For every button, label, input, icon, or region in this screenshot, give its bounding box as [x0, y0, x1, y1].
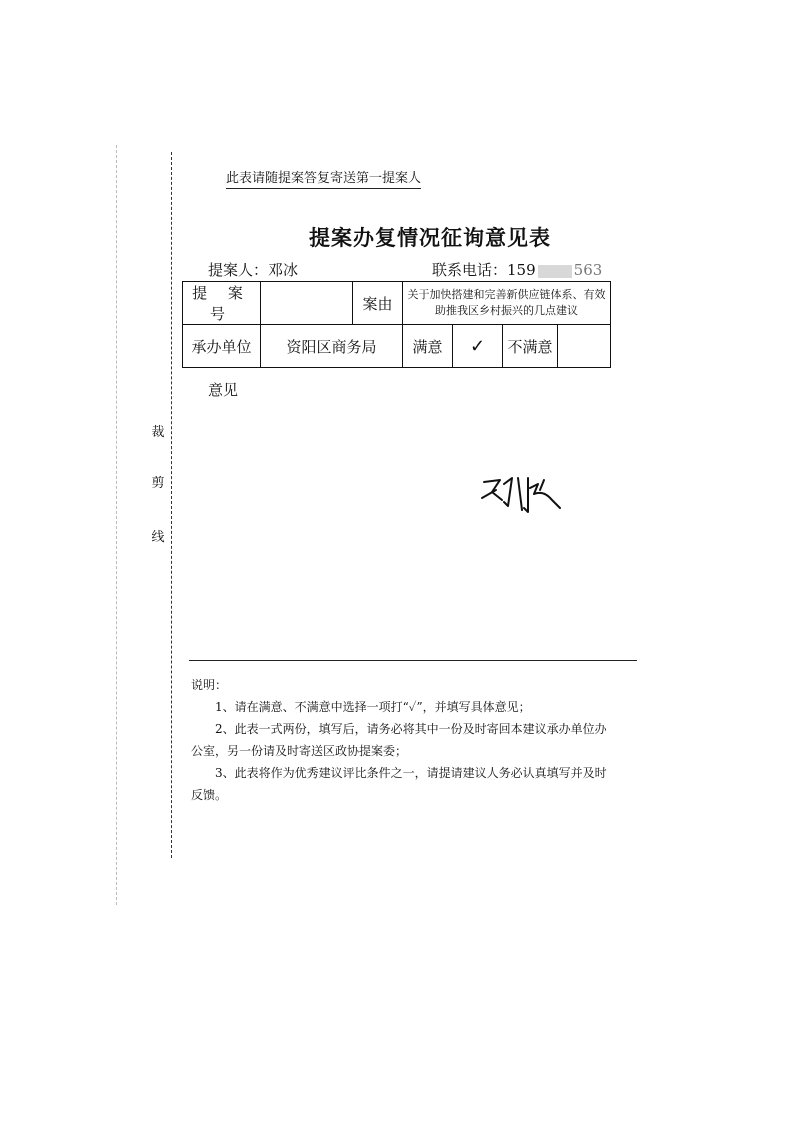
unsatisfied-checkbox[interactable]: [558, 325, 611, 368]
explanation-divider: [189, 660, 637, 661]
handling-unit-value: 资阳区商务局: [261, 325, 403, 368]
scan-edge-marks: [116, 145, 117, 905]
phone-redaction: [538, 265, 572, 278]
reason-label: 案由: [353, 282, 403, 325]
satisfied-label: 满意: [403, 325, 453, 368]
explanation-item-1: 1、请在满意、不满意中选择一项打“✓”，并填写具体意见；: [215, 700, 531, 714]
contact-phone-line: [432, 259, 602, 280]
proposer-line: [208, 259, 298, 280]
proposer-name: 邓冰: [268, 261, 299, 279]
explanation-heading: 说明：: [191, 678, 228, 692]
opinion-label: 意见: [208, 381, 239, 399]
contact-label: 联系电话：: [432, 261, 508, 279]
cut-line: [171, 152, 172, 858]
explanation-item-2: 2、此表一式两份，填写后，请务必将其中一份及时寄回本建议承办单位办公室，另一份请及时寄送区政协提案委；: [191, 722, 607, 758]
unsatisfied-label: 不满意: [503, 325, 558, 368]
reason-text: 关于加快搭建和完善新供应链体系、有效助推我区乡村振兴的几点建议: [403, 282, 611, 325]
proposal-table: [182, 281, 611, 368]
proposal-no-label: 提 案 号: [183, 282, 261, 325]
satisfied-checkbox[interactable]: ✓: [453, 325, 503, 368]
cut-line-char-3: 线: [151, 530, 165, 545]
proposer-label: 提案人：: [208, 261, 269, 279]
handwritten-signature: [478, 470, 568, 516]
handling-unit-label: 承办单位: [183, 325, 261, 368]
cut-line-char-2: 剪: [151, 476, 165, 491]
header-note: 此表请随提案答复寄送第一提案人: [226, 171, 421, 189]
form-title: 提案办复情况征询意见表: [309, 225, 551, 250]
explanation-block: [191, 674, 611, 806]
phone-suffix: 563: [573, 261, 603, 279]
proposal-no-value: [261, 282, 353, 325]
explanation-item-3: 3、此表将作为优秀建议评比条件之一，请提请建议人务必认真填写并及时反馈。: [191, 766, 607, 802]
phone-prefix: 159: [507, 261, 536, 279]
cut-line-char-1: 裁: [151, 425, 165, 440]
